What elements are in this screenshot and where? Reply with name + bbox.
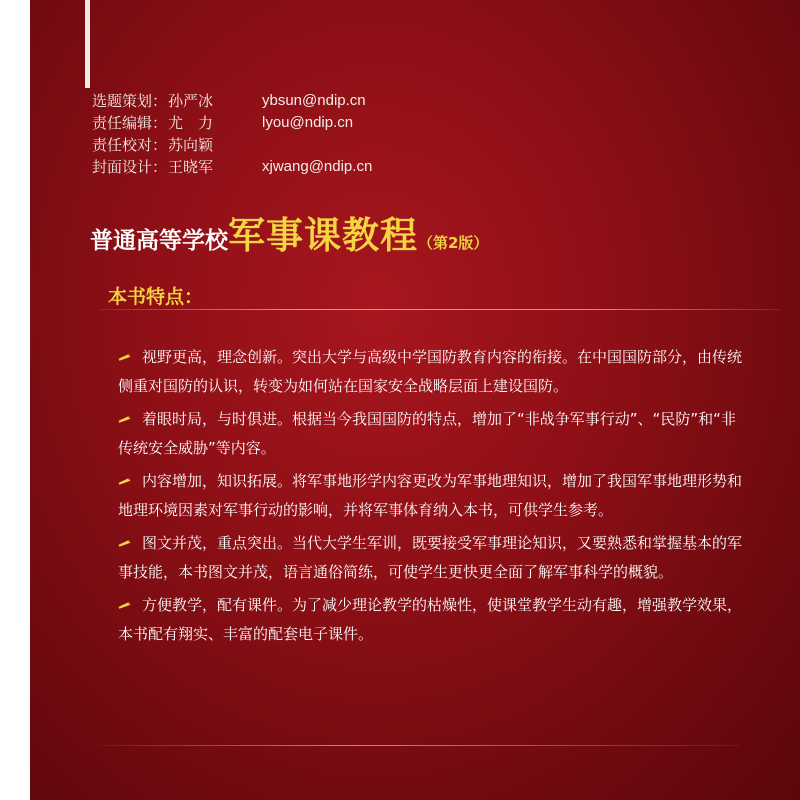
credit-email: ybsun@ndip.cn (262, 92, 366, 109)
decorative-vertical-bar (85, 0, 90, 88)
credit-role: 封面设计： (92, 158, 168, 176)
bullet-arrow-icon (118, 413, 132, 423)
bottom-divider (100, 745, 740, 746)
feature-item (118, 529, 748, 586)
title-main: 军事课教程 (228, 213, 418, 257)
book-title (90, 205, 488, 259)
heading-divider (100, 309, 780, 310)
credit-email: lyou@ndip.cn (262, 114, 354, 131)
credit-email: xjwang@ndip.cn (262, 158, 373, 175)
feature-item (118, 467, 748, 524)
credit-row (92, 134, 472, 156)
book-back-cover (30, 0, 800, 800)
bullet-arrow-icon (118, 537, 132, 547)
bullet-arrow-icon (118, 475, 132, 485)
feature-item (118, 405, 748, 462)
bullet-arrow-icon (118, 351, 132, 361)
credit-row (92, 90, 472, 112)
feature-list (118, 343, 748, 653)
feature-item (118, 591, 748, 648)
feature-text: 视野更高，理念创新。突出大学与高级中学国防教育内容的衔接。在中国国防部分，由传统侧重对国防的认识，转变为如何站在国家安全战略层面上建设国防。 (118, 348, 743, 395)
credit-role: 责任校对： (92, 136, 168, 154)
title-prefix: 普通高等学校 (90, 227, 228, 254)
credit-role: 责任编辑： (92, 114, 168, 132)
credit-role: 选题策划： (92, 92, 168, 110)
credit-name: 苏向颖 (168, 136, 214, 154)
credit-name: 王晓军 (168, 158, 214, 176)
features-heading: 本书特点： (108, 286, 204, 308)
credit-row (92, 156, 472, 178)
credit-name: 尤 力 (168, 114, 214, 132)
credits-block (92, 90, 472, 178)
feature-item (118, 343, 748, 400)
feature-text: 内容增加，知识拓展。将军事地形学内容更改为军事地理知识，增加了我国军事地理形势和地理环境因素对军事行动的影响，并将军事体育纳入本书，可供学生参考。 (118, 472, 743, 519)
credit-name: 孙严冰 (168, 92, 214, 110)
feature-text: 方便教学，配有课件。为了减少理论教学的枯燥性，使课堂教学生动有趣，增强教学效果，本书配有翔实、丰富的配套电子课件。 (118, 596, 743, 643)
credit-row (92, 112, 472, 134)
feature-text: 着眼时局，与时俱进。根据当今我国国防的特点，增加了“非战争军事行动”、“民防”和“非传统安全威胁”等内容。 (118, 410, 736, 457)
title-edition: （第2版） (418, 234, 489, 252)
feature-text: 图文并茂，重点突出。当代大学生军训，既要接受军事理论知识，又要熟悉和掌握基本的军事技能，本书图文并茂，语言通俗简练，可使学生更快更全面了解军事科学的概貌。 (118, 534, 743, 581)
bullet-arrow-icon (118, 599, 132, 609)
